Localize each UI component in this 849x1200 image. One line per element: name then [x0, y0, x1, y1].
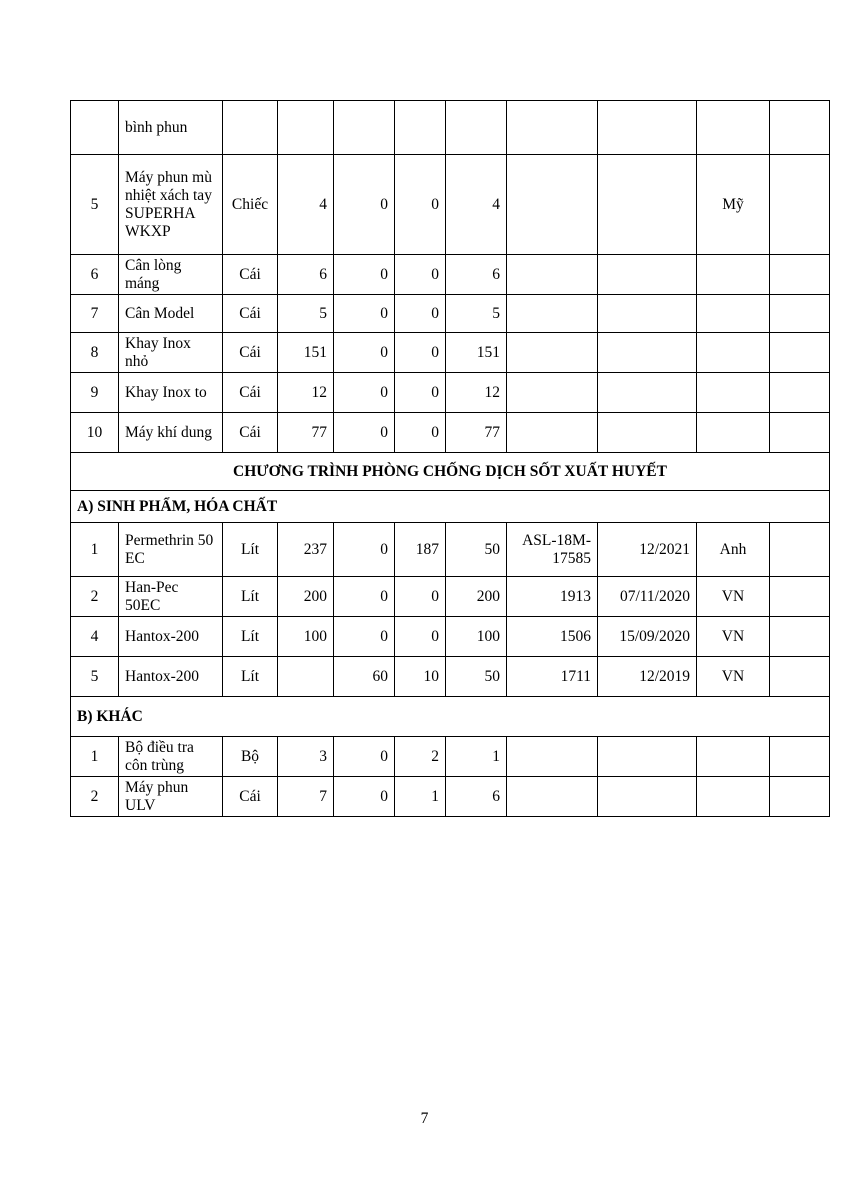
cell-note	[770, 413, 830, 453]
cell-qty-4: 12	[446, 373, 507, 413]
cell-expiry-date	[598, 333, 697, 373]
program-title: CHƯƠNG TRÌNH PHÒNG CHỐNG DỊCH SỐT XUẤT HUYẾT	[71, 453, 830, 491]
cell-lot-number	[507, 333, 598, 373]
cell-note	[770, 617, 830, 657]
cell-qty-2: 0	[334, 577, 395, 617]
section-header-row	[71, 491, 830, 523]
cell-note	[770, 657, 830, 697]
cell-expiry-date	[598, 737, 697, 777]
cell-origin	[697, 295, 770, 333]
cell-item-name: Permethrin 50 EC	[119, 523, 223, 577]
cell-qty-4: 77	[446, 413, 507, 453]
cell-qty-3: 187	[395, 523, 446, 577]
cell-note	[770, 155, 830, 255]
cell-origin	[697, 777, 770, 817]
cell-unit: Lít	[223, 577, 278, 617]
cell-qty-1: 12	[278, 373, 334, 413]
cell-no: 2	[71, 777, 119, 817]
cell-qty-4: 5	[446, 295, 507, 333]
cell-no: 10	[71, 413, 119, 453]
cell-expiry-date	[598, 413, 697, 453]
cell-qty-2: 60	[334, 657, 395, 697]
cell-unit: Bộ	[223, 737, 278, 777]
cell-qty-1: 5	[278, 295, 334, 333]
cell-origin: Anh	[697, 523, 770, 577]
cell-note	[770, 373, 830, 413]
cell-origin	[697, 373, 770, 413]
cell-no: 2	[71, 577, 119, 617]
cell-unit: Cái	[223, 777, 278, 817]
cell-note	[770, 255, 830, 295]
cell-qty-1: 4	[278, 155, 334, 255]
cell-item-name: Máy phun ULV	[119, 777, 223, 817]
cell-lot-number	[507, 373, 598, 413]
cell-qty-4: 4	[446, 155, 507, 255]
cell-no: 1	[71, 737, 119, 777]
cell-qty-1: 200	[278, 577, 334, 617]
table-row	[71, 777, 830, 817]
cell-no: 6	[71, 255, 119, 295]
cell-qty-3: 0	[395, 617, 446, 657]
table-row	[71, 617, 830, 657]
table-row	[71, 255, 830, 295]
cell-origin	[697, 255, 770, 295]
cell-item-name: Máy phun mù nhiệt xách tay SUPERHA WKXP	[119, 155, 223, 255]
cell-unit: Lít	[223, 657, 278, 697]
cell-qty-3: 0	[395, 373, 446, 413]
cell-expiry-date	[598, 101, 697, 155]
cell-expiry-date: 15/09/2020	[598, 617, 697, 657]
cell-origin: VN	[697, 617, 770, 657]
cell-qty-3: 0	[395, 577, 446, 617]
cell-qty-2: 0	[334, 255, 395, 295]
cell-expiry-date	[598, 295, 697, 333]
cell-qty-3: 2	[395, 737, 446, 777]
section-title: B) KHÁC	[71, 697, 830, 737]
table-row	[71, 737, 830, 777]
cell-qty-2: 0	[334, 155, 395, 255]
cell-item-name: Khay Inox nhỏ	[119, 333, 223, 373]
cell-no: 8	[71, 333, 119, 373]
cell-expiry-date	[598, 777, 697, 817]
cell-qty-4: 6	[446, 255, 507, 295]
cell-qty-2: 0	[334, 333, 395, 373]
cell-lot-number	[507, 737, 598, 777]
cell-qty-2: 0	[334, 737, 395, 777]
cell-qty-3: 0	[395, 413, 446, 453]
cell-qty-1: 100	[278, 617, 334, 657]
inventory-table	[70, 100, 830, 817]
cell-qty-3: 0	[395, 333, 446, 373]
cell-lot-number: ASL-18M-17585	[507, 523, 598, 577]
table-row	[71, 523, 830, 577]
cell-item-name: Bộ điều tra côn trùng	[119, 737, 223, 777]
cell-origin	[697, 333, 770, 373]
cell-expiry-date	[598, 155, 697, 255]
section-header-row	[71, 697, 830, 737]
table-row	[71, 155, 830, 255]
cell-no: 7	[71, 295, 119, 333]
cell-qty-3: 0	[395, 255, 446, 295]
cell-unit: Cái	[223, 413, 278, 453]
cell-unit: Lít	[223, 617, 278, 657]
cell-qty-4: 6	[446, 777, 507, 817]
cell-lot-number	[507, 255, 598, 295]
cell-qty-4: 50	[446, 657, 507, 697]
cell-origin: Mỹ	[697, 155, 770, 255]
cell-qty-1: 6	[278, 255, 334, 295]
cell-qty-3: 10	[395, 657, 446, 697]
cell-item-name: Cân Model	[119, 295, 223, 333]
cell-lot-number: 1711	[507, 657, 598, 697]
cell-unit: Cái	[223, 333, 278, 373]
cell-item-name: Cân lòng máng	[119, 255, 223, 295]
cell-expiry-date: 12/2019	[598, 657, 697, 697]
table-body	[71, 101, 830, 817]
cell-qty-3: 0	[395, 295, 446, 333]
cell-qty-3: 0	[395, 155, 446, 255]
cell-no: 1	[71, 523, 119, 577]
cell-unit: Chiếc	[223, 155, 278, 255]
cell-note	[770, 737, 830, 777]
cell-unit: Cái	[223, 373, 278, 413]
cell-qty-1: 151	[278, 333, 334, 373]
cell-lot-number	[507, 413, 598, 453]
table-row	[71, 101, 830, 155]
cell-qty-1: 3	[278, 737, 334, 777]
section-title: A) SINH PHẨM, HÓA CHẤT	[71, 491, 830, 523]
cell-lot-number	[507, 295, 598, 333]
cell-qty-1	[278, 101, 334, 155]
cell-unit: Cái	[223, 255, 278, 295]
cell-note	[770, 295, 830, 333]
cell-qty-2: 0	[334, 777, 395, 817]
cell-origin: VN	[697, 577, 770, 617]
cell-origin	[697, 413, 770, 453]
cell-qty-4: 151	[446, 333, 507, 373]
cell-no: 9	[71, 373, 119, 413]
cell-item-name: Máy khí dung	[119, 413, 223, 453]
cell-unit: Cái	[223, 295, 278, 333]
cell-origin: VN	[697, 657, 770, 697]
cell-origin	[697, 101, 770, 155]
cell-qty-1: 7	[278, 777, 334, 817]
cell-no: 4	[71, 617, 119, 657]
table-row	[71, 295, 830, 333]
cell-note	[770, 523, 830, 577]
cell-qty-4: 200	[446, 577, 507, 617]
cell-note	[770, 777, 830, 817]
cell-lot-number	[507, 101, 598, 155]
table-row	[71, 577, 830, 617]
cell-expiry-date: 07/11/2020	[598, 577, 697, 617]
cell-expiry-date: 12/2021	[598, 523, 697, 577]
cell-item-name: Han-Pec 50EC	[119, 577, 223, 617]
cell-qty-2: 0	[334, 295, 395, 333]
cell-no	[71, 101, 119, 155]
cell-qty-2: 0	[334, 373, 395, 413]
cell-qty-1: 77	[278, 413, 334, 453]
cell-lot-number: 1913	[507, 577, 598, 617]
cell-item-name: Hantox-200	[119, 657, 223, 697]
cell-qty-4: 1	[446, 737, 507, 777]
table-row	[71, 413, 830, 453]
cell-item-name: bình phun	[119, 101, 223, 155]
cell-lot-number: 1506	[507, 617, 598, 657]
cell-qty-4: 50	[446, 523, 507, 577]
cell-lot-number	[507, 777, 598, 817]
cell-qty-4	[446, 101, 507, 155]
cell-unit	[223, 101, 278, 155]
program-title-row	[71, 453, 830, 491]
cell-qty-3: 1	[395, 777, 446, 817]
page-number: 7	[420, 1110, 429, 1127]
cell-note	[770, 577, 830, 617]
cell-item-name: Hantox-200	[119, 617, 223, 657]
cell-origin	[697, 737, 770, 777]
cell-no: 5	[71, 657, 119, 697]
cell-no: 5	[71, 155, 119, 255]
table-row	[71, 373, 830, 413]
table-row	[71, 657, 830, 697]
cell-qty-3	[395, 101, 446, 155]
cell-qty-2: 0	[334, 523, 395, 577]
cell-qty-2: 0	[334, 617, 395, 657]
cell-item-name: Khay Inox to	[119, 373, 223, 413]
cell-qty-2: 0	[334, 413, 395, 453]
cell-qty-4: 100	[446, 617, 507, 657]
cell-qty-2	[334, 101, 395, 155]
cell-note	[770, 333, 830, 373]
cell-lot-number	[507, 155, 598, 255]
cell-expiry-date	[598, 255, 697, 295]
cell-unit: Lít	[223, 523, 278, 577]
cell-note	[770, 101, 830, 155]
cell-qty-1: 237	[278, 523, 334, 577]
cell-qty-1	[278, 657, 334, 697]
cell-expiry-date	[598, 373, 697, 413]
table-row	[71, 333, 830, 373]
